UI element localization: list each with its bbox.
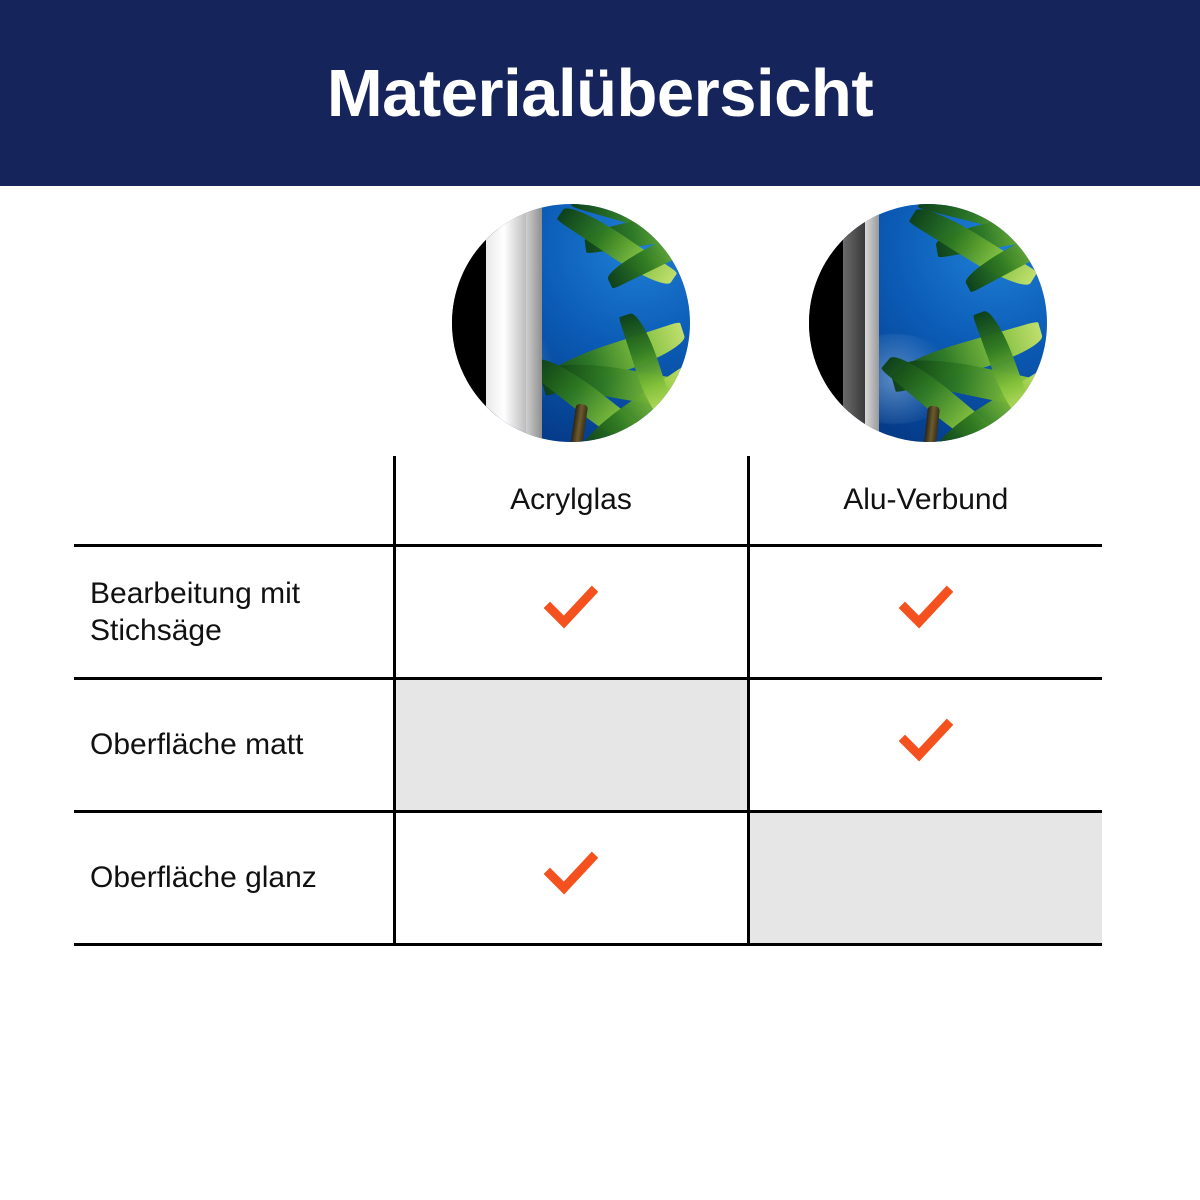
check-icon xyxy=(899,581,953,635)
header-acrylglas: Acrylglas xyxy=(394,456,748,546)
alu-verbund-sample-image xyxy=(809,204,1047,442)
check-icon xyxy=(899,714,953,768)
cell-glanz-acrylglas xyxy=(394,812,748,945)
table-header-row xyxy=(74,456,1102,546)
page-header xyxy=(0,0,1200,186)
palm-photo xyxy=(809,204,1047,442)
acrylglas-sample-image xyxy=(452,204,690,442)
header-empty xyxy=(74,456,394,546)
cell-matt-alu xyxy=(748,679,1102,812)
edge-alu-dark xyxy=(843,204,865,442)
page-title: Materialübersicht xyxy=(326,55,874,131)
edge-acryl-grey xyxy=(526,204,542,442)
edge-alu-light xyxy=(865,204,879,442)
cell-matt-acrylglas xyxy=(394,679,748,812)
cell-bearbeitung-alu xyxy=(748,546,1102,679)
palm-photo xyxy=(452,204,690,442)
table-row xyxy=(74,679,1102,812)
check-icon xyxy=(544,847,598,901)
row-label-glanz: Oberfläche glanz xyxy=(74,812,394,945)
row-label-bearbeitung: Bearbeitung mit Stichsäge xyxy=(74,546,394,679)
material-samples xyxy=(0,186,1200,456)
cell-glanz-alu xyxy=(748,812,1102,945)
table-row xyxy=(74,812,1102,945)
check-icon xyxy=(544,581,598,635)
edge-acryl-light xyxy=(486,204,526,442)
table-row xyxy=(74,546,1102,679)
material-comparison-table xyxy=(0,456,1200,946)
header-alu-verbund: Alu-Verbund xyxy=(748,456,1102,546)
cell-bearbeitung-acrylglas xyxy=(394,546,748,679)
row-label-matt: Oberfläche matt xyxy=(74,679,394,812)
